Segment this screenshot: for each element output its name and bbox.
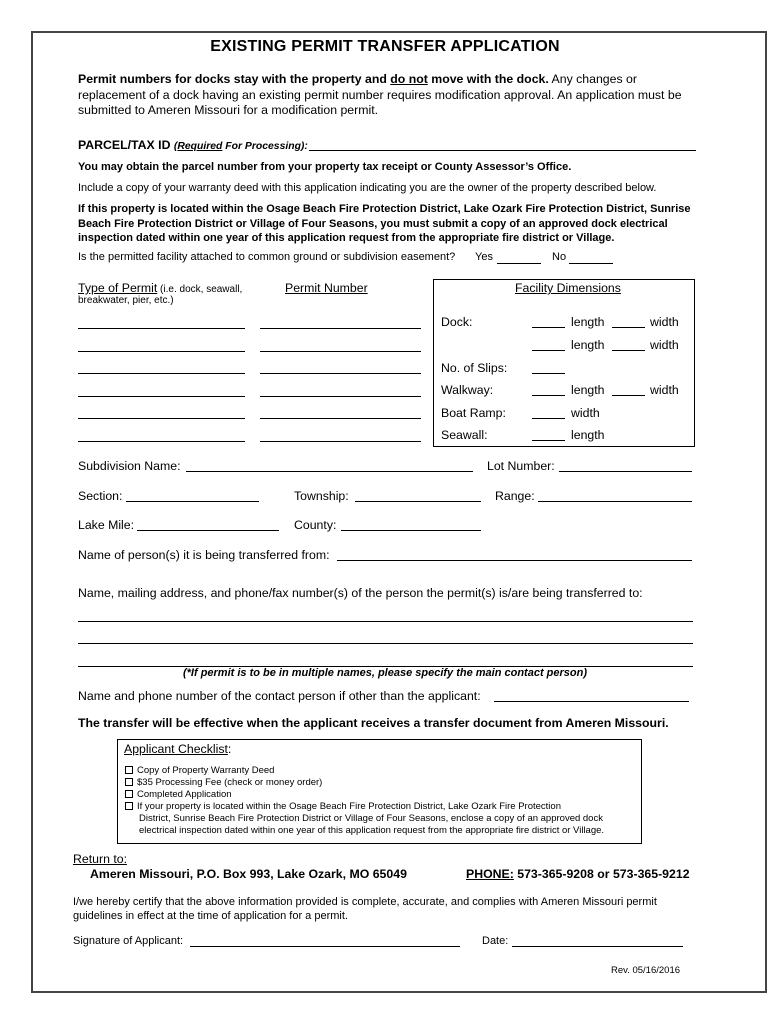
contact-label: Name and phone number of the contact person if other than the applicant: bbox=[78, 689, 481, 703]
easement-no-label: No bbox=[552, 251, 567, 263]
checkbox-icon[interactable] bbox=[125, 802, 133, 810]
slips-field[interactable] bbox=[532, 373, 565, 374]
easement-yes-field[interactable] bbox=[497, 263, 541, 264]
type-field-6[interactable] bbox=[78, 441, 245, 442]
checklist-item-inspection-label: If your property is located within the Osage Beach Fire Protection District, Lake Ozark Fire Protection bbox=[137, 801, 561, 812]
walkway-length-field[interactable] bbox=[532, 395, 565, 396]
return-address: Ameren Missouri, P.O. Box 993, Lake Ozark, MO 65049 bbox=[90, 867, 407, 881]
walkway-width-field[interactable] bbox=[612, 395, 645, 396]
walkway-width-label: width bbox=[650, 383, 679, 397]
number-field-2[interactable] bbox=[260, 351, 421, 352]
number-field-3[interactable] bbox=[260, 373, 421, 374]
checklist-item-inspection-cont-a: District, Sunrise Beach Fire Protection District or Village of Four Seasons, enclose a copy of an approved dock bbox=[139, 813, 603, 824]
checklist-title bbox=[124, 742, 231, 756]
type-field-1[interactable] bbox=[78, 328, 245, 329]
signature-label: Signature of Applicant: bbox=[73, 935, 184, 947]
transferred-to-field-1[interactable] bbox=[78, 621, 693, 622]
intro-paragraph bbox=[78, 72, 708, 119]
checkbox-icon[interactable] bbox=[125, 790, 133, 798]
number-field-1[interactable] bbox=[260, 328, 421, 329]
multiple-names-note: (*If permit is to be in multiple names, please specify the main contact person) bbox=[182, 667, 588, 679]
easement-question: Is the permitted facility attached to common ground or subdivision easement? bbox=[78, 251, 456, 263]
township-field[interactable] bbox=[355, 501, 481, 502]
section-field[interactable] bbox=[126, 501, 259, 502]
phone-label: PHONE: bbox=[466, 867, 514, 881]
transferred-to-field-2[interactable] bbox=[78, 643, 693, 644]
parcel-label-row bbox=[78, 138, 308, 152]
dock-length-2-field[interactable] bbox=[532, 350, 565, 351]
intro-bold-underlined: do not bbox=[390, 72, 428, 86]
number-field-4[interactable] bbox=[260, 396, 421, 397]
easement-no-field[interactable] bbox=[569, 263, 613, 264]
type-header-text: Type of Permit bbox=[78, 281, 158, 295]
dock-length-1-label: length bbox=[571, 315, 605, 329]
seawall-length-label: length bbox=[571, 428, 605, 442]
page-border bbox=[31, 31, 767, 993]
type-hint-b: breakwater, pier, etc.) bbox=[78, 295, 174, 306]
boat-ramp-label: Boat Ramp: bbox=[441, 406, 506, 420]
checklist-item-deed[interactable] bbox=[125, 765, 274, 777]
facility-dimensions-header: Facility Dimensions bbox=[515, 281, 621, 295]
checklist-title-text: Applicant Checklist bbox=[124, 742, 228, 756]
checklist-item-fee-label: $35 Processing Fee (check or money order) bbox=[137, 777, 323, 788]
effective-note: The transfer will be effective when the applicant receives a transfer document from Ameren Missouri. bbox=[78, 716, 669, 730]
lot-field[interactable] bbox=[559, 471, 692, 472]
contact-field[interactable] bbox=[494, 701, 689, 702]
phone-numbers: 573-365-9208 or 573-365-9212 bbox=[513, 867, 690, 881]
checkbox-icon[interactable] bbox=[125, 778, 133, 786]
dock-width-2-field[interactable] bbox=[612, 350, 645, 351]
walkway-label: Walkway: bbox=[441, 383, 494, 397]
type-field-3[interactable] bbox=[78, 373, 245, 374]
subdivision-field[interactable] bbox=[186, 471, 473, 472]
parcel-required: Required bbox=[177, 141, 223, 152]
form-title: EXISTING PERMIT TRANSFER APPLICATION bbox=[210, 38, 560, 55]
dock-width-1-label: width bbox=[650, 315, 679, 329]
dock-width-2-label: width bbox=[650, 338, 679, 352]
checkbox-icon[interactable] bbox=[125, 766, 133, 774]
intro-rest: Any changes or replacement of a dock having an existing permit number requires modification approval. An application must be submitted to Ameren Missouri for a modification permit. bbox=[78, 72, 682, 117]
section-label: Section: bbox=[78, 489, 123, 503]
date-field[interactable] bbox=[512, 946, 683, 947]
return-label: Return to: bbox=[73, 852, 127, 866]
deed-note: Include a copy of your warranty deed with this application indicating you are the owner of the property described below. bbox=[78, 182, 657, 194]
number-field-6[interactable] bbox=[260, 441, 421, 442]
slips-label: No. of Slips: bbox=[441, 361, 508, 375]
checklist-item-fee[interactable] bbox=[125, 777, 322, 789]
number-field-5[interactable] bbox=[260, 418, 421, 419]
dock-label: Dock: bbox=[441, 315, 473, 329]
range-label: Range: bbox=[495, 489, 535, 503]
fire-note: If this property is located within the Osage Beach Fire Protection District, Lake Ozark Fire Protection District, Sunrise Beach Fire Protection District or Village of Four Seasons, you must submit a copy of an approved dock electrical inspection dated within one year of this application request from the appropriate fire district or Village. bbox=[78, 203, 691, 244]
walkway-length-label: length bbox=[571, 383, 605, 397]
revision-date: Rev. 05/16/2016 bbox=[611, 965, 681, 976]
range-field[interactable] bbox=[538, 501, 692, 502]
date-label: Date: bbox=[482, 935, 509, 947]
transferred-to-label: Name, mailing address, and phone/fax number(s) of the person the permit(s) is/are being transferred to: bbox=[78, 586, 643, 600]
dock-length-1-field[interactable] bbox=[532, 327, 565, 328]
permit-number-header: Permit Number bbox=[285, 281, 368, 295]
lot-label: Lot Number: bbox=[487, 459, 555, 473]
checklist-item-application-label: Completed Application bbox=[137, 789, 232, 800]
parcel-req-open: ( bbox=[173, 141, 178, 152]
easement-yes-label: Yes bbox=[475, 251, 493, 263]
parcel-label: PARCEL/TAX ID bbox=[78, 138, 171, 152]
lake-mile-label: Lake Mile: bbox=[78, 518, 135, 532]
checklist-item-inspection[interactable] bbox=[125, 801, 561, 813]
checklist-item-application[interactable] bbox=[125, 789, 232, 801]
parcel-id-field[interactable] bbox=[309, 150, 696, 151]
lake-mile-field[interactable] bbox=[137, 530, 279, 531]
seawall-label: Seawall: bbox=[441, 428, 488, 442]
type-field-4[interactable] bbox=[78, 396, 245, 397]
county-field[interactable] bbox=[341, 530, 481, 531]
signature-field[interactable] bbox=[190, 946, 460, 947]
type-field-5[interactable] bbox=[78, 418, 245, 419]
seawall-length-field[interactable] bbox=[532, 440, 565, 441]
intro-bold-a: Permit numbers for docks stay with the property and bbox=[78, 72, 391, 86]
dock-length-2-label: length bbox=[571, 338, 605, 352]
transferred-from-label: Name of person(s) it is being transferred from: bbox=[78, 548, 330, 562]
dock-width-1-field[interactable] bbox=[612, 327, 645, 328]
checklist-item-inspection-cont-b: electrical inspection dated within one year of this application request from the appropriate fire district or Village. bbox=[139, 825, 605, 836]
type-field-2[interactable] bbox=[78, 351, 245, 352]
township-label: Township: bbox=[294, 489, 349, 503]
boat-ramp-width-label: width bbox=[571, 406, 600, 420]
parcel-req-rest: For Processing): bbox=[222, 141, 308, 152]
type-of-permit-header bbox=[78, 281, 242, 295]
parcel-note: You may obtain the parcel number from your property tax receipt or County Assessor’s Office. bbox=[78, 161, 572, 173]
checklist-item-deed-label: Copy of Property Warranty Deed bbox=[137, 765, 275, 776]
return-phone bbox=[466, 867, 690, 881]
subdivision-label: Subdivision Name: bbox=[78, 459, 181, 473]
boat-ramp-width-field[interactable] bbox=[532, 418, 565, 419]
checklist-title-colon: : bbox=[227, 742, 232, 756]
intro-bold-b: move with the dock. bbox=[427, 72, 549, 86]
certify-statement: I/we hereby certify that the above information provided is complete, accurate, and complies with Ameren Missouri permit guidelines in effect at the time of application for a permit. bbox=[73, 896, 657, 922]
county-label: County: bbox=[294, 518, 337, 532]
type-hint-a: (i.e. dock, seawall, bbox=[157, 284, 243, 295]
transferred-from-field[interactable] bbox=[337, 560, 692, 561]
